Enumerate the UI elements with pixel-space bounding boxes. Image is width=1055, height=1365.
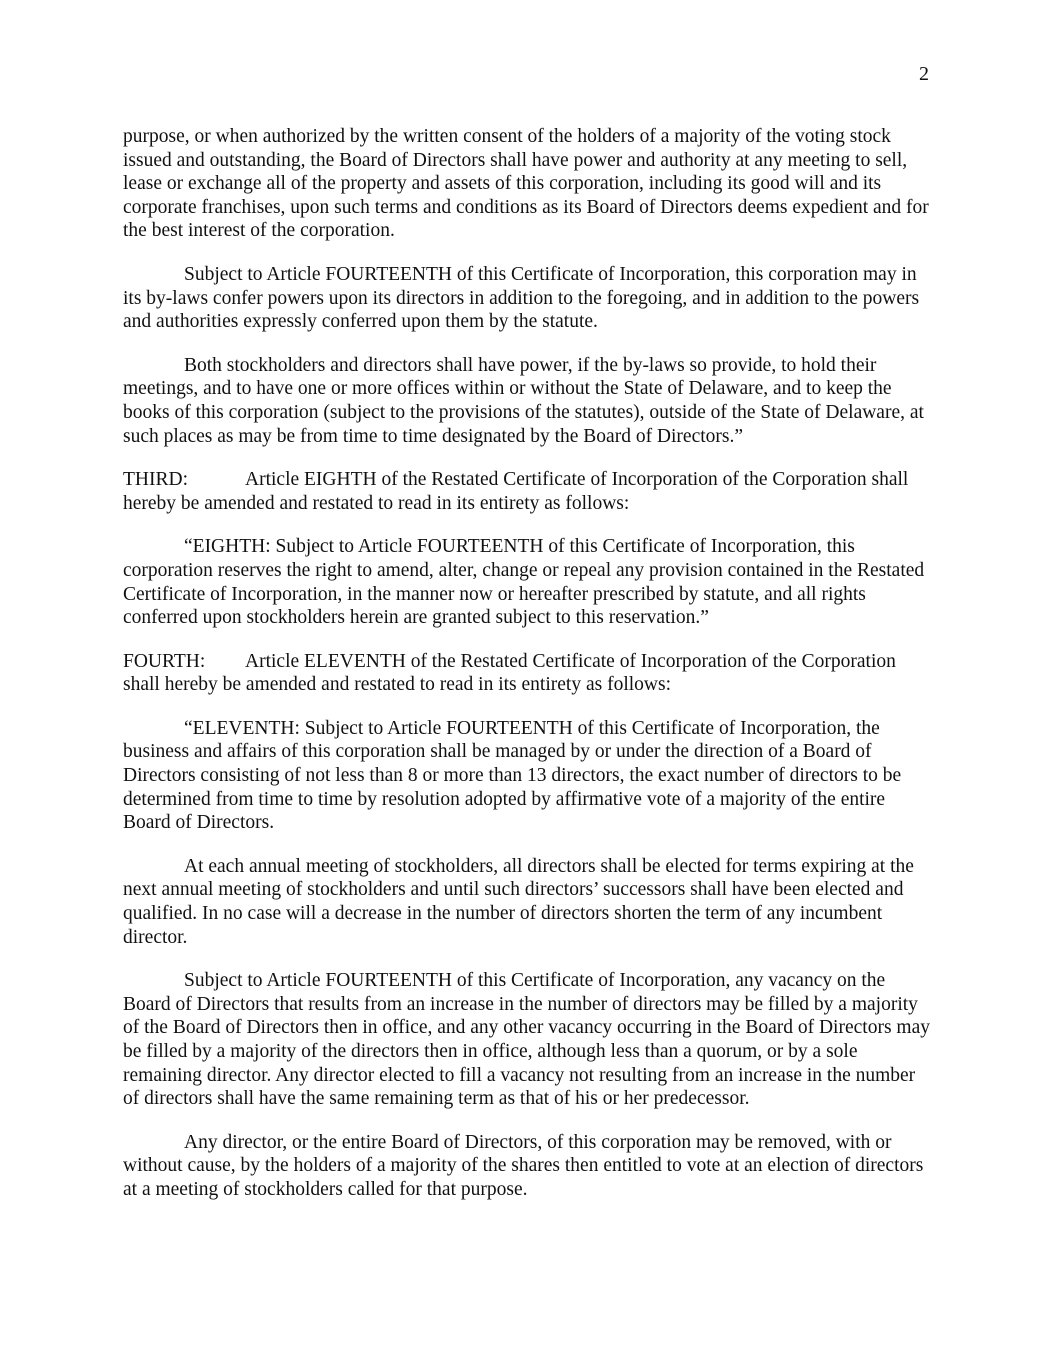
- paragraph-annual-meeting: At each annual meeting of stockholders, all directors shall be elected for terms expiring at the next annual meeting of stockholders and until such directors’ successors shall have been elected and qualified. In no case will a decrease in the number of directors shorten the term of any incumbent director.: [123, 855, 914, 948]
- page-number: 2: [919, 63, 929, 85]
- section-label-third: THIRD:: [123, 469, 188, 491]
- paragraph-removal: Any director, or the entire Board of Directors, of this corporation may be removed, with or without cause, by the holders of a majority of the shares then entitled to vote at an election of directors at a meeting of stockholders called for that purpose.: [123, 1131, 924, 1200]
- paragraph-fourth: [123, 650, 935, 697]
- paragraph-third: [123, 468, 935, 515]
- paragraph-eleventh: “ELEVENTH: Subject to Article FOURTEENTH of this Certificate of Incorporation, the business and affairs of this corporation shall be managed by or under the direction of a Board of Directors consisting of not less than 8 or more than 13 directors, the exact number of directors to be determined from time to time by resolution adopted by affirmative vote of a majority of the entire Board of Directors.: [123, 717, 902, 834]
- paragraph-eighth: “EIGHTH: Subject to Article FOURTEENTH of this Certificate of Incorporation, this corporation reserves the right to amend, alter, change or repeal any provision contained in the Restated Certificate of Incorporation, in the manner now or hereafter prescribed by statute, and all rights conferred upon stockholders herein are granted subject to this reservation.”: [123, 536, 925, 629]
- section-text-third: Article EIGHTH of the Restated Certificate of Incorporation of the Corporation shall hereby be amended and restated to read in its entirety as follows:: [123, 469, 909, 514]
- paragraph-bylaws-powers: Subject to Article FOURTEENTH of this Certificate of Incorporation, this corporation may in its by-laws confer powers upon its directors in addition to the foregoing, and in addition to the powers and authorities expressly conferred upon them by the statute.: [123, 263, 920, 333]
- section-text-fourth: Article ELEVENTH of the Restated Certificate of Incorporation of the Corporation shall hereby be amended and restated to read in its entirety as follows:: [123, 650, 896, 696]
- paragraph-continued-purpose: purpose, or when authorized by the written consent of the holders of a majority of the voting stock issued and outstanding, the Board of Directors shall have power and authority at any meeting to sell, lease or exchange all of the property and assets of this corporation, including its good will and its corporate franchises, upon such terms and conditions as its Board of Directors deems expedient and for the best interest of the corporation.: [123, 126, 929, 242]
- document-body: [123, 125, 935, 1222]
- paragraph-meetings-offices: Both stockholders and directors shall have power, if the by-laws so provide, to hold their meetings, and to have one or more offices within or without the State of Delaware, and to keep the books of this corporation (subject to the provisions of the statutes), outside of the State of Delaware, at such places as may be from time to time designated by the Board of Directors.”: [123, 354, 924, 447]
- paragraph-vacancy: Subject to Article FOURTEENTH of this Certificate of Incorporation, any vacancy on the Board of Directors that results from an increase in the number of directors may be filled by a majority of the Board of Directors then in office, and any other vacancy occurring in the Board of Directors may be filled by a majority of the directors then in office, although less than a quorum, or by a sole remaining director. Any director elected to fill a vacancy not resulting from an increase in the number of directors shall have the same remaining term as that of his or her predecessor.: [123, 970, 930, 1110]
- section-label-fourth: FOURTH:: [123, 650, 206, 672]
